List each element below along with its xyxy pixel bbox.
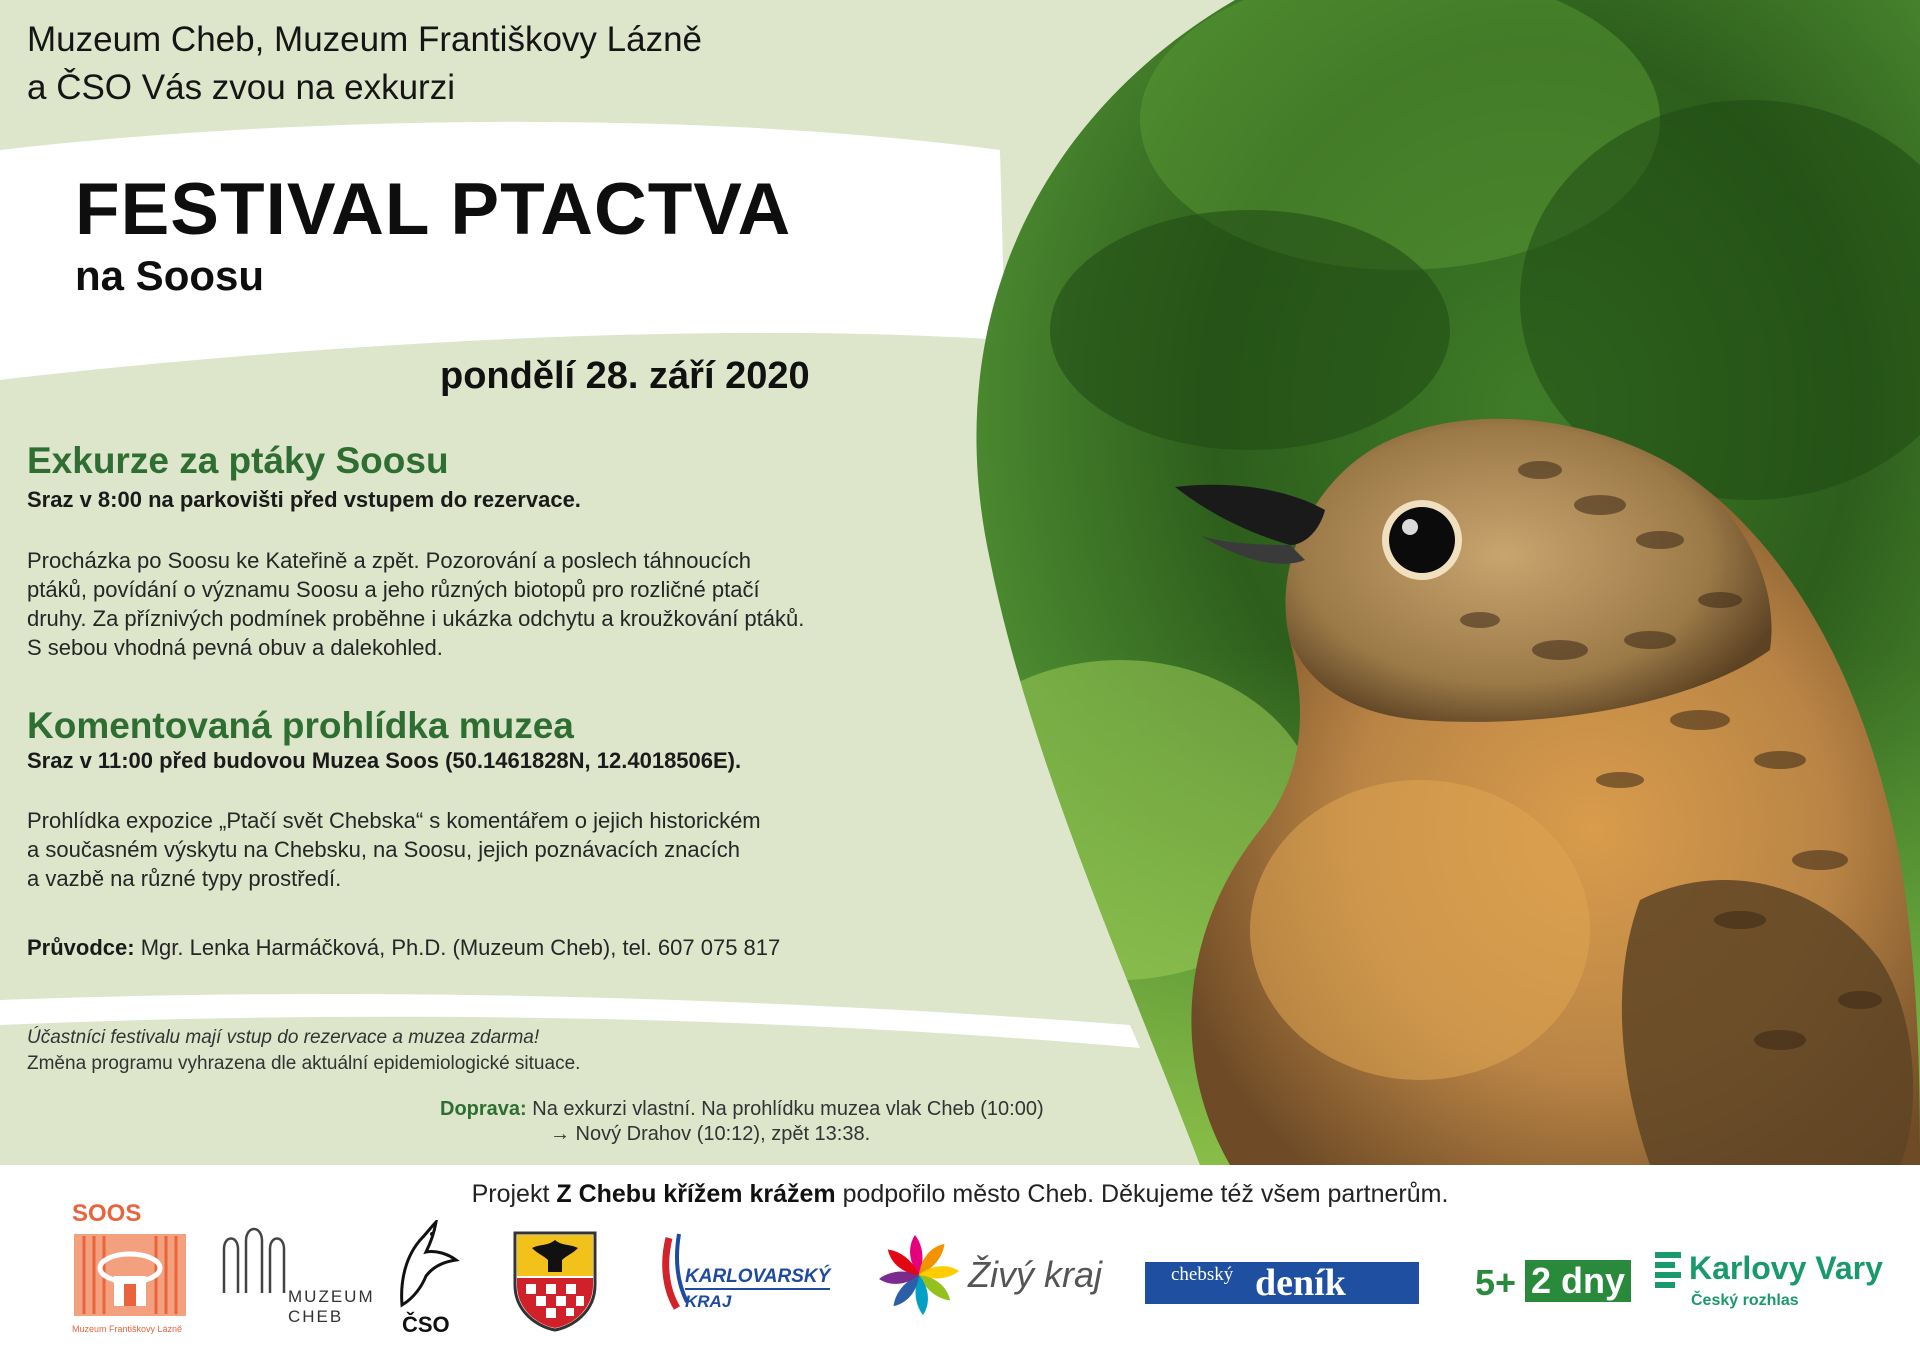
section-1-title: Exkurze za ptáky Soosu (27, 440, 449, 481)
transport-label: Doprava: (440, 1098, 527, 1120)
cheb-coat-of-arms-icon (512, 1230, 598, 1332)
muzeum-cheb-arches-icon (218, 1225, 298, 1295)
karlovarsky-line-1: KARLOVARSKÝ (685, 1266, 830, 1290)
soos-building-icon (70, 1230, 190, 1320)
soos-logo-name: SOOS (72, 1200, 142, 1227)
footer-suffix: podpořilo město Cheb. Děkujeme též všem partnerům. (835, 1180, 1449, 1208)
five-plus-two-part-2: 2 dny (1525, 1260, 1631, 1302)
transport-line-2: → Nový Drahov (10:12), zpět 13:38. (550, 1123, 871, 1145)
footer-text (0, 1180, 1920, 1209)
guide-text: Mgr. Lenka Harmáčková, Ph.D. (Muzeum Cheb), tel. 607 075 817 (140, 935, 781, 960)
chebsky-denik-logo (1145, 1262, 1419, 1304)
guide-label: Průvodce: (27, 935, 135, 960)
chebsky-denik-part-1: chebský (1171, 1264, 1234, 1285)
section-1-description (27, 546, 804, 662)
section-2-description-line: a vazbě na různé typy prostředí. (27, 866, 342, 891)
notes (27, 1025, 580, 1077)
section-1-description-line: S sebou vhodná pevná obuv a dalekohled. (27, 635, 443, 660)
cheb-coat-of-arms (512, 1230, 598, 1332)
section-2-title: Komentovaná prohlídka muzea (27, 705, 574, 746)
section-2-description-line: Prohlídka expozice „Ptačí svět Chebska“ s komentářem o jejich historickém (27, 808, 761, 833)
section-1-meeting: Sraz v 8:00 na parkovišti před vstupem do rezervace. (27, 487, 581, 512)
event-date: pondělí 28. září 2020 (440, 355, 810, 397)
header-line-1: Muzeum Cheb, Muzeum Františkovy Lázně (27, 20, 702, 59)
section-2-description (27, 806, 761, 893)
five-plus-two-part-1: 5+ (1475, 1262, 1517, 1303)
karlovarsky-kraj-logo (655, 1232, 845, 1322)
zivy-kraj-logo (876, 1232, 1106, 1322)
event-title: FESTIVAL PTACTVA (75, 169, 792, 250)
zivy-kraj-name: Živý kraj (968, 1254, 1102, 1295)
rozhlas-bars-icon (1655, 1252, 1681, 1288)
note-line: Účastníci festivalu mají vstup do rezervace a muzea zdarma! (27, 1027, 540, 1048)
karlovy-vary-name: Karlovy Vary (1689, 1250, 1883, 1286)
event-subtitle: na Soosu (75, 252, 265, 299)
note-line: Změna programu vyhrazena dle aktuální epidemiologické situace. (27, 1053, 581, 1074)
footer-prefix: Projekt (471, 1180, 557, 1208)
section-1-description-line: druhy. Za příznivých podmínek proběhne i ukázka odchytu a kroužkování ptáků. (27, 606, 805, 631)
muzeum-cheb-line-2: CHEB (288, 1307, 344, 1326)
transport-line-1: Na exkurzi vlastní. Na prohlídku muzea vlak Cheb (10:00) (532, 1098, 1044, 1120)
chebsky-denik-part-2: deník (1255, 1262, 1346, 1304)
soos-logo (70, 1200, 195, 1340)
cso-bird-icon (392, 1220, 462, 1310)
karlovy-vary-rozhlas-logo (1655, 1250, 1915, 1330)
cso-logo-name: ČSO (402, 1312, 450, 1337)
soos-logo-caption: Muzeum Františkovy Lázně (72, 1324, 183, 1334)
muzeum-cheb-logo (218, 1225, 375, 1335)
karlovarsky-line-2: KRAJ (685, 1292, 732, 1311)
section-1-description-line: ptáků, povídání o významu Soosu a jeho různých biotopů pro rozličné ptačí (27, 577, 760, 602)
cso-logo (392, 1220, 472, 1340)
section-2-description-line: a současném výskytu na Chebsku, na Soosu, jejich poznávacích znacích (27, 837, 740, 862)
cesky-rozhlas-name: Český rozhlas (1691, 1292, 1799, 1309)
section-1-description-line: Procházka po Soosu ke Kateřině a zpět. Pozorování a poslech táhnoucích (27, 548, 752, 573)
footer-project: Z Chebu křížem krážem (556, 1180, 836, 1208)
header-line-2: a ČSO Vás zvou na exkurzi (27, 68, 455, 107)
section-2-meeting: Sraz v 11:00 před budovou Muzea Soos (50.1461828N, 12.4018506E). (27, 748, 742, 773)
zivy-kraj-flower-icon (876, 1232, 962, 1318)
transport-info (440, 1096, 1044, 1123)
muzeum-cheb-line-1: MUZEUM (288, 1287, 375, 1306)
guide-info (27, 935, 780, 961)
five-plus-two-logo (1475, 1258, 1625, 1306)
